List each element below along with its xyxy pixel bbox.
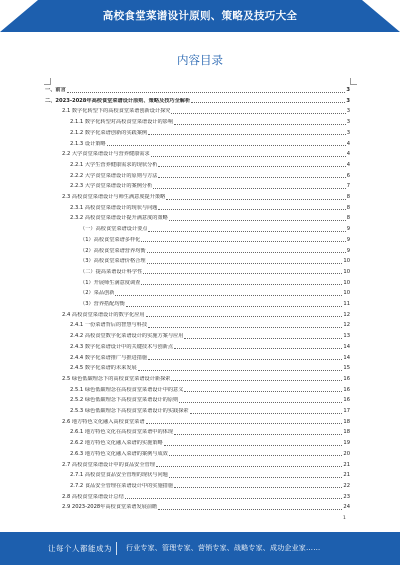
toc-entry-title: 2.4.4 数字化菜谱推广与推进措施 bbox=[70, 354, 148, 361]
toc-entry[interactable] bbox=[45, 87, 350, 94]
toc-entry[interactable] bbox=[80, 301, 350, 308]
page-number: 1 bbox=[343, 516, 346, 521]
toc-entry[interactable] bbox=[70, 483, 350, 490]
toc-entry-page: 12 bbox=[343, 322, 350, 329]
toc-entry[interactable] bbox=[70, 141, 350, 148]
toc-entry[interactable] bbox=[70, 365, 350, 372]
toc-leader-dots bbox=[166, 199, 345, 200]
toc-leader-dots bbox=[191, 102, 345, 103]
toc-entry-page: 12 bbox=[343, 311, 350, 318]
toc-entry[interactable] bbox=[70, 119, 350, 126]
toc-entry[interactable] bbox=[70, 472, 350, 479]
toc-leader-dots bbox=[156, 466, 342, 467]
toc-entry[interactable] bbox=[70, 344, 350, 351]
toc-entry-page: 10 bbox=[343, 290, 350, 297]
toc-leader-dots bbox=[148, 327, 342, 328]
toc-entry-page: 19 bbox=[343, 440, 350, 447]
toc-leader-dots bbox=[125, 498, 343, 499]
toc-entry-title: 2.7.1 高校食堂食品安全管理的现状与问题 bbox=[70, 472, 168, 479]
toc-entry-page: 15 bbox=[343, 365, 350, 372]
toc-leader-dots bbox=[158, 177, 345, 178]
toc-entry[interactable] bbox=[70, 408, 350, 415]
toc-leader-dots bbox=[126, 306, 343, 307]
toc-entry-title: 2.2 大学食堂菜谱设计与营养健康需求 bbox=[62, 151, 150, 158]
toc-entry-page: 21 bbox=[343, 472, 350, 479]
toc-leader-dots bbox=[143, 273, 342, 274]
toc-entry-page: 16 bbox=[343, 397, 350, 404]
toc-entry[interactable] bbox=[70, 173, 350, 180]
toc-entry-title: 2.9 2023-2028年高校食堂菜谱发展前瞻 bbox=[62, 504, 158, 511]
toc-entry-title: 2.3 高校食堂菜谱设计与师生满意度提升策略 bbox=[62, 194, 166, 200]
footer-fields: 行业专家、管理专家、营销专家、战略专家、成功企业家…… bbox=[126, 544, 321, 552]
toc-leader-dots bbox=[179, 402, 342, 403]
toc-entry-title: 2.1.1 数字化转型对高校食堂菜谱设计的影响 bbox=[70, 119, 174, 126]
toc-entry-page: 8 bbox=[346, 215, 350, 222]
toc-entry-title: （3）营养搭配均衡 bbox=[80, 301, 125, 307]
toc-entry[interactable] bbox=[70, 333, 350, 340]
toc-entry-page: 4 bbox=[346, 140, 350, 147]
toc-leader-dots bbox=[171, 380, 342, 381]
toc-entry-page: 3 bbox=[346, 108, 350, 115]
toc-entry[interactable] bbox=[70, 440, 350, 447]
toc-entry-page: 16 bbox=[343, 375, 350, 382]
toc-entry-page: 14 bbox=[343, 343, 350, 350]
toc-entry-page: 7 bbox=[346, 183, 350, 190]
toc-entry-page: 3 bbox=[346, 129, 350, 136]
toc-entry[interactable] bbox=[70, 322, 350, 329]
toc-entry[interactable] bbox=[70, 183, 350, 190]
toc-entry-page: 21 bbox=[343, 461, 350, 468]
toc-entry-title: （2）高校食堂菜谱营养均衡 bbox=[80, 247, 146, 254]
toc-leader-dots bbox=[164, 445, 343, 446]
toc-entry-page: 8 bbox=[346, 204, 350, 211]
toc-entry[interactable] bbox=[70, 162, 350, 169]
toc-entry[interactable] bbox=[70, 387, 350, 394]
toc-entry[interactable] bbox=[80, 269, 350, 276]
toc-leader-dots bbox=[158, 509, 342, 510]
toc-entry-title: 一、前言 bbox=[45, 87, 66, 93]
toc-entry-page: 10 bbox=[343, 268, 350, 275]
footer-slogan: 让每个人都能成为 bbox=[48, 544, 112, 553]
crop-mark-top-right bbox=[350, 78, 357, 85]
toc-leader-dots bbox=[148, 231, 345, 232]
toc-leader-dots bbox=[141, 284, 342, 285]
toc-entry-page: 9 bbox=[346, 226, 350, 233]
toc-entry-title: 2.6.1 地方特色文化在高校食堂菜谱中的体现 bbox=[70, 429, 174, 436]
toc-leader-dots bbox=[158, 166, 345, 167]
toc-leader-dots bbox=[174, 124, 346, 125]
toc-entry[interactable] bbox=[62, 419, 350, 426]
toc-entry-page: 10 bbox=[343, 258, 350, 265]
toc-entry[interactable] bbox=[70, 429, 350, 436]
toc-entry-page: 3 bbox=[346, 97, 350, 104]
toc-entry-title: 2.5 绿色低碳理念下的高校食堂菜谱设计新探索 bbox=[62, 375, 171, 382]
toc-entry-page: 16 bbox=[343, 386, 350, 393]
toc-leader-dots bbox=[169, 455, 343, 456]
toc-entry-page: 4 bbox=[346, 151, 350, 158]
page-header bbox=[0, 0, 400, 32]
toc-entry[interactable] bbox=[62, 462, 350, 469]
toc-leader-dots bbox=[115, 295, 342, 296]
toc-entry-title: 2.5.3 绿色低碳理念下高校食堂菜谱设计的实践探索 bbox=[70, 408, 189, 414]
toc-entry-page: 18 bbox=[343, 418, 350, 425]
toc-entry[interactable] bbox=[62, 376, 350, 383]
toc-leader-dots bbox=[158, 209, 345, 210]
toc-entry-title: 2.2.3 大学食堂菜谱设计的案例分析 bbox=[70, 183, 153, 190]
toc-entry[interactable] bbox=[80, 248, 350, 255]
toc-entry-title: 2.4.3 数字化菜谱设计中的关键技术与创新点 bbox=[70, 343, 174, 350]
toc-leader-dots bbox=[141, 241, 345, 242]
toc-entry-page: 22 bbox=[343, 482, 350, 489]
toc-leader-dots bbox=[147, 252, 346, 253]
toc-entry[interactable] bbox=[45, 98, 350, 105]
toc-entry[interactable] bbox=[70, 215, 350, 222]
toc-entry-page: 6 bbox=[346, 172, 350, 179]
toc-entry-title: 2.5.2 绿色低碳理念下高校食堂菜谱设计的原则 bbox=[70, 397, 179, 404]
toc-leader-dots bbox=[148, 359, 342, 360]
toc-leader-dots bbox=[151, 156, 346, 157]
toc-entry-title: 2.1.3 设计策略 bbox=[70, 140, 106, 147]
toc-entry-page: 10 bbox=[343, 279, 350, 286]
toc-entry-title: 二、2023-2028年高校食堂菜谱设计原则、策略及技巧全解析 bbox=[45, 97, 191, 104]
toc-heading: 内容目录 bbox=[177, 53, 223, 67]
toc-entry-page: 13 bbox=[343, 333, 350, 340]
toc-entry[interactable] bbox=[70, 451, 350, 458]
toc-entry-page: 4 bbox=[346, 161, 350, 168]
toc-leader-dots bbox=[171, 113, 345, 114]
toc-entry[interactable] bbox=[80, 226, 350, 233]
toc-entry[interactable] bbox=[62, 194, 350, 201]
toc-entry-page: 18 bbox=[343, 429, 350, 436]
toc-leader-dots bbox=[190, 413, 343, 414]
toc-entry-title: （1）高校食堂菜谱多样化 bbox=[80, 236, 141, 243]
toc-leader-dots bbox=[184, 338, 342, 339]
toc-entry-title: 2.5.1 绿色低碳理念在高校食堂菜谱设计中的意义 bbox=[70, 386, 184, 393]
toc-entry-title: 2.6.3 地方特色文化融入菜谱的案例与成效 bbox=[70, 450, 168, 457]
toc-entry-title: （2）菜品创新 bbox=[80, 290, 115, 297]
toc-leader-dots bbox=[148, 134, 346, 135]
toc-entry[interactable] bbox=[70, 397, 350, 404]
footer-divider bbox=[116, 542, 117, 555]
toc-leader-dots bbox=[184, 391, 342, 392]
toc-entry[interactable] bbox=[80, 280, 350, 287]
toc-entry-page: 9 bbox=[346, 247, 350, 254]
toc-entry-page: 24 bbox=[343, 504, 350, 511]
toc-leader-dots bbox=[153, 188, 345, 189]
toc-entry[interactable] bbox=[62, 312, 350, 319]
toc-entry-title: 2.4.2 高校食堂数字化菜谱设计的实施方案与应用 bbox=[70, 333, 184, 340]
toc-entry-title: （1）开展师生满意度调查 bbox=[80, 279, 141, 286]
toc-entry[interactable] bbox=[62, 108, 350, 115]
toc-leader-dots bbox=[138, 370, 343, 371]
toc-entry-title: 2.1 数字化转型下的高校食堂菜谱创新设计探究 bbox=[62, 108, 171, 115]
toc-entry-title: 2.1.2 数字化菜谱创新的实践案例 bbox=[70, 129, 148, 136]
toc-entry-page: 3 bbox=[346, 87, 350, 93]
toc-entry[interactable] bbox=[70, 355, 350, 362]
toc-leader-dots bbox=[169, 220, 346, 221]
toc-leader-dots bbox=[174, 487, 342, 488]
toc-leader-dots bbox=[107, 145, 346, 146]
toc-entry-page: 8 bbox=[346, 194, 350, 200]
toc-entry-title: 2.7.2 食品安全管理在菜谱设计中的实施措施 bbox=[70, 482, 174, 489]
toc-entry-title: 2.2.1 大学生营养健康需求的现状分析 bbox=[70, 161, 158, 168]
toc-entry-title: 2.3.2 高校食堂菜谱设计提升满意度的策略 bbox=[70, 215, 168, 222]
toc-entry-page: 11 bbox=[343, 301, 350, 307]
toc-entry[interactable] bbox=[70, 205, 350, 212]
toc-leader-dots bbox=[146, 423, 343, 424]
toc-leader-dots bbox=[67, 92, 346, 93]
toc-entry[interactable] bbox=[62, 494, 350, 501]
toc-entry-page: 23 bbox=[343, 493, 350, 500]
toc-entry-title: 2.6 地方特色文化融入高校食堂菜谱 bbox=[62, 418, 145, 425]
document-title: 高校食堂菜谱设计原则、策略及技巧大全 bbox=[102, 10, 298, 22]
toc-entry-title: 2.2.2 大学食堂菜谱设计的原则与方法 bbox=[70, 172, 158, 179]
toc-entry-title: 2.7 高校食堂菜谱设计中的食品安全管理 bbox=[62, 461, 155, 468]
page-footer bbox=[0, 532, 400, 565]
toc-entry[interactable] bbox=[80, 258, 350, 265]
toc-entry-page: 17 bbox=[343, 408, 350, 414]
toc-entry[interactable] bbox=[70, 130, 350, 137]
toc-entry-title: （3）高校食堂菜谱价格合理 bbox=[80, 258, 146, 265]
toc-entry-title: 2.8 高校食堂菜谱设计总结 bbox=[62, 493, 124, 500]
toc-leader-dots bbox=[174, 434, 342, 435]
toc-entry-title: 2.4.1 一份菜谱背后的智慧与科技 bbox=[70, 322, 148, 329]
toc-leader-dots bbox=[146, 316, 343, 317]
toc-entry-page: 3 bbox=[346, 119, 350, 126]
toc-entry[interactable] bbox=[62, 151, 350, 158]
toc-leader-dots bbox=[147, 263, 343, 264]
toc-entry[interactable] bbox=[80, 237, 350, 244]
crop-mark-top-left bbox=[44, 78, 51, 85]
toc-leader-dots bbox=[174, 348, 342, 349]
toc-entry[interactable] bbox=[62, 504, 350, 511]
toc-entry-title: （一）高校食堂菜谱设计要点 bbox=[80, 226, 148, 233]
toc-entry-title: 2.4 高校食堂菜谱设计的数字化应用 bbox=[62, 311, 145, 318]
toc-leader-dots bbox=[169, 477, 343, 478]
toc-entry[interactable] bbox=[80, 290, 350, 297]
toc-entry-title: 2.3.1 高校食堂菜谱设计的现状与问题 bbox=[70, 204, 158, 211]
toc-entry-title: （二）提高菜谱设计科学性 bbox=[80, 268, 143, 275]
toc-entry-page: 9 bbox=[346, 236, 350, 243]
toc-entry-page: 20 bbox=[343, 450, 350, 457]
toc-entry-page: 14 bbox=[343, 354, 350, 361]
toc-entry-title: 2.4.5 数字化菜谱的未来发展 bbox=[70, 365, 137, 372]
toc-entry-title: 2.6.2 地方特色文化融入菜谱的实施策略 bbox=[70, 440, 163, 447]
